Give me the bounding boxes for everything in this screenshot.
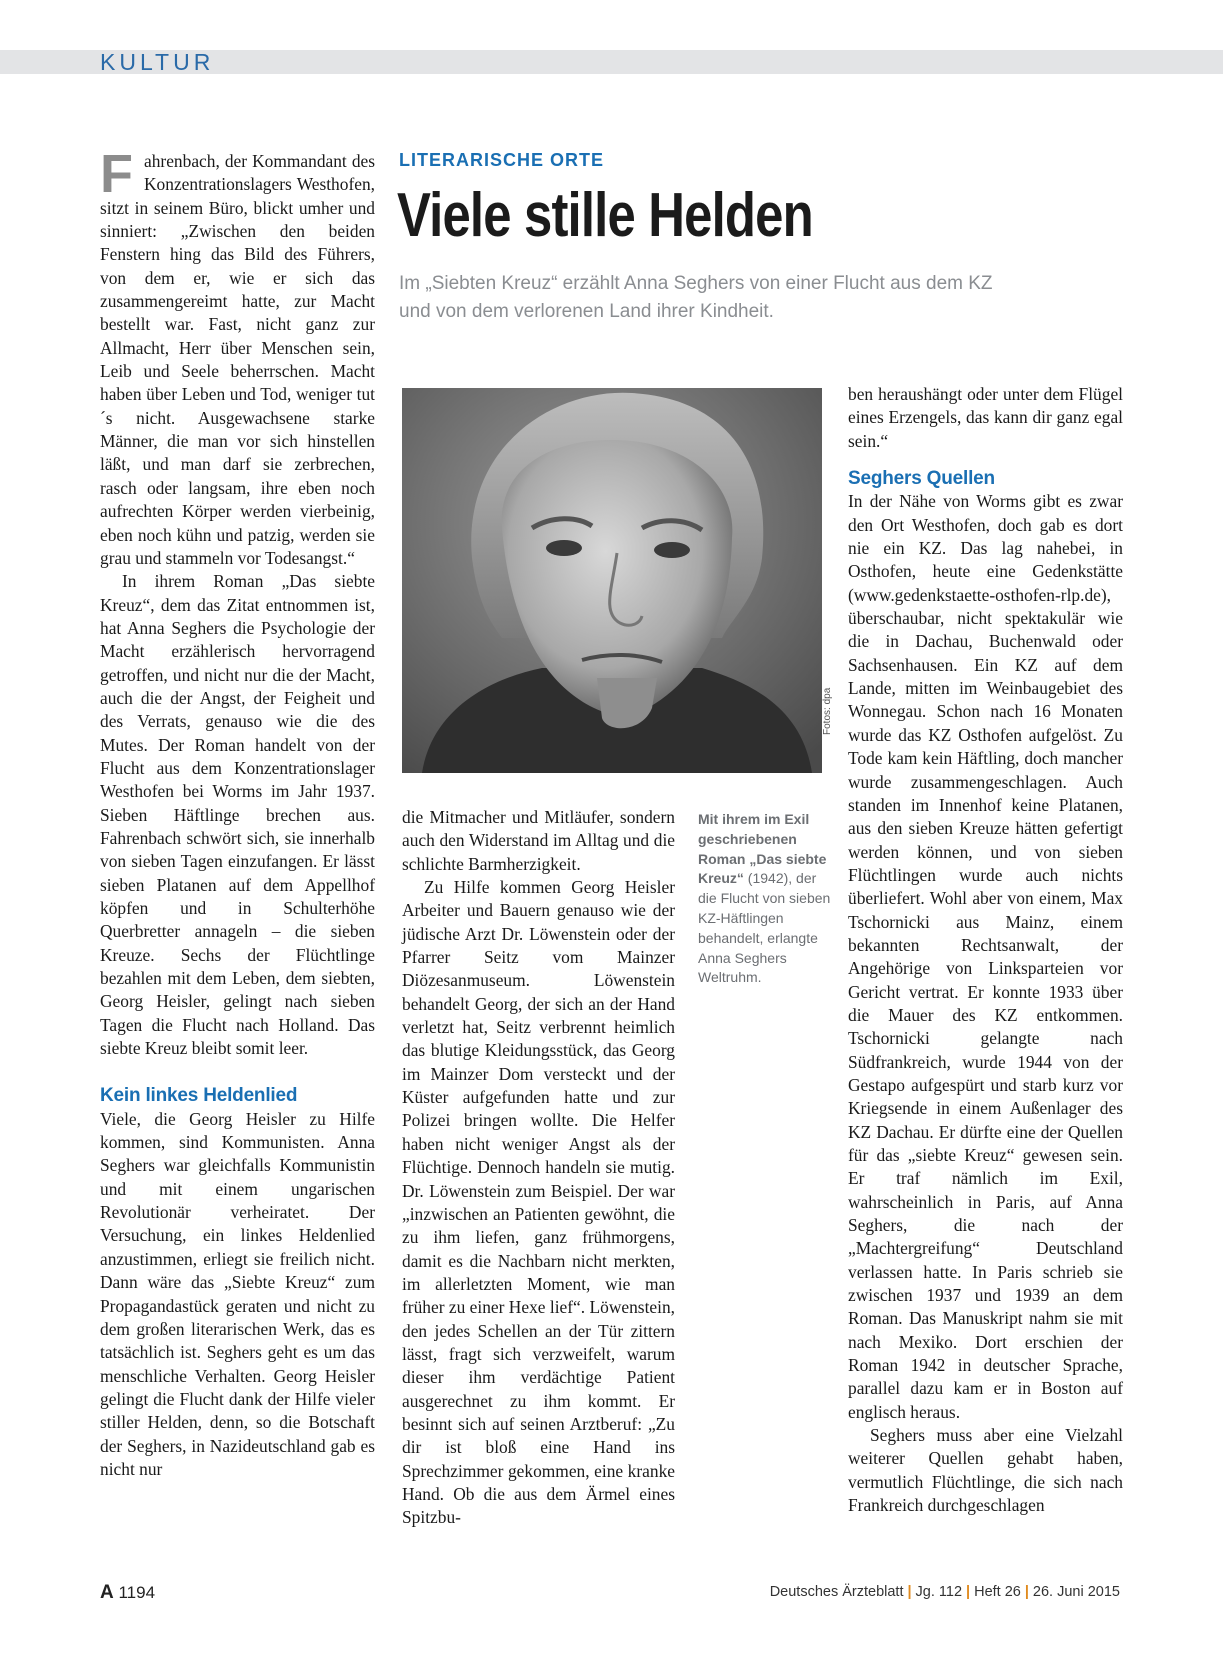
article-kicker: LITERARISCHE ORTE [399,150,605,170]
page-prefix: A [100,1582,114,1603]
separator: | [966,1584,971,1600]
paragraph: Zu Hilfe kommen Georg Heisler Arbeiter und Bauern genauso wie der jüdische Arzt Dr. Löwenstein oder der Pfarrer Seitz vom Mainzer Diözesanmuseum. Löwenstein behandelt Georg, der sich an der Hand verletzt hat, Seitz verbrennt heimlich das blutige Kleidungsstück, das Georg im Mainzer Dom versteckt und der Küster aufgefunden hatte und zur Polizei bringen wollte. Die Helfer haben nicht weniger Angst als der Flüchtige. Dennoch handeln sie mutig. Dr. Löwenstein zum Beispiel. Der war „inzwischen an Patienten gewöhnt, die zu ihm liefen, ganz frühmorgens, damit es die Nachbarn nicht merkten, im allerletzten Moment, wie man früher zu einer Hexe lief“. Löwenstein, den jedes Schellen an der Tür zittern lässt, fragt sich verzweifelt, warum dieser ihm verdächtige Patient ausgerechnet zu ihm kommt. Er besinnt sich auf seinen Arztberuf: „Zu dir ist bloß eine Hand ins Sprechzimmer gekommen, eine kranke Hand. Ob die aus dem Ärmel eines Spitzbu- [402,877,675,1528]
separator: | [1024,1584,1029,1600]
caption-text: (1942), der die Flucht von sieben KZ-Häftlingen behandelt, erlangte Anna Seghers Weltruhm. [698,870,831,986]
portrait-photo [402,388,822,773]
text-column-3 [848,383,1123,1518]
journal-name: Deutsches Ärzteblatt [769,1584,904,1600]
paragraph [100,144,375,570]
paragraph: In ihrem Roman „Das siebte Kreuz“, dem das Zitat entnommen ist, hat Anna Seghers die Psychologie der Macht erzählerisch hervorragend getroffen, und nicht nur die der Macht, auch die der Angst, der Feigheit und des Verrats, genauso wie die des Mutes. Der Roman handelt von der Flucht aus dem Konzentrationslager Westhofen bei Worms im Jahr 1937. Sieben Häftlinge brechen aus. Fahrenbach schwört sich, sie innerhalb von sieben Tagen einzufangen. Er lässt sieben Platanen auf dem Appellhof köpfen und in Schulterhöhe Querbretter annageln – die sieben Kreuze. Sechs der Flüchtlinge bezahlen mit dem Leben, dem siebten, Georg Heisler, gelingt nach sieben Tagen die Flucht nach Holland. Das siebte Kreuz bleibt somit leer. [100,571,375,1059]
article-headline: Viele stille Helden [397,181,813,250]
portrait-image [402,388,822,773]
volume: Jg. 112 [915,1584,963,1600]
section-label: KULTUR [100,49,215,75]
photo-credit: Fotos: dpa [822,687,833,735]
issue-date: 26. Juni 2015 [1032,1584,1120,1600]
subheading: Seghers Quellen [848,468,995,490]
paragraph: die Mitmacher und Mitläufer, sondern auch den Widerstand im Alltag und die schlichte Barmherzigkeit. [402,807,675,874]
paragraph: ben heraushängt oder unter dem Flügel eines Erzengels, das kann dir ganz egal sein.“ [848,384,1123,451]
separator: | [907,1584,912,1600]
subheading: Kein linkes Heldenlied [100,1085,298,1107]
paragraph: Seghers muss aber eine Vielzahl weiterer Quellen gehabt haben, vermutlich Flüchtlinge, die sich nach Frankreich durchgeschlagen [848,1425,1123,1516]
article-standfirst: Im „Siebten Kreuz“ erzählt Anna Seghers von einer Flucht aus dem KZ und von dem verlorenen Land ihrer Kindheit. [399,273,993,322]
drop-cap: F [100,144,133,204]
issue: Heft 26 [974,1584,1021,1600]
caption-bold: Mit ihrem im Exil geschriebenen Roman „Das siebte Kreuz“ [698,811,827,887]
text-column-1 [100,144,375,1481]
text-column-2 [402,806,675,1530]
page-number-value: 1194 [118,1583,156,1602]
paragraph-text: ahrenbach, der Kommandant des Konzentrationslagers Westhofen, sitzt in seinem Büro, blickt umher und sinniert: „Zwischen den beiden Fenstern hing das Bild des Führers, von dem er, wie er sich das zusammengereimt hatte, zur Macht bestellt war. Fast, nicht ganz zur Allmacht, Herr über Menschen sein, Leib und Seele beherrschen. Macht haben über Leben und Tod, weniger tut´s nicht. Ausgewachsene starke Männer, die man vor sich hinstellen läßt, und man darf sie zerbrechen, rasch oder langsam, ihre eben noch aufrechten Körper werden vierbeinig, eben noch kühn und patzig, werden sie grau und stammeln vor Todesangst.“ [100,151,375,568]
photo-caption [698,810,833,988]
paragraph: Viele, die Georg Heisler zu Hilfe kommen, sind Kommunisten. Anna Seghers war gleichfalls Kommunistin und mit einem ungarischen Revolutionär verheiratet. Der Versuchung, ein linkes Heldenlied anzustimmen, erliegt sie freilich nicht. Dann wäre das „Siebte Kreuz“ zum Propagandastück geraten und nicht zu dem großen literarischen Werk, das es tatsächlich ist. Seghers geht es um das menschliche Verhalten. Georg Heisler gelingt die Flucht dank der Hilfe vieler stiller Helden, denn, so die Botschaft der Seghers, in Nazideutschland gab es nicht nur [100,1108,375,1479]
paragraph: In der Nähe von Worms gibt es zwar den Ort Westhofen, doch gab es dort nie ein KZ. Das lag nahebei, in Osthofen, heute eine Gedenkstätte (www.gedenkstaette-osthofen-rlp.de), überschaubar, nicht spektakulär wie die in Dachau, Buchenwald oder Sachsenhausen. Ein KZ auf dem Lande, mitten im Weinbaugebiet des Wonnegau. Schon nach 16 Monaten wurde das KZ Osthofen aufgelöst. Zu Tode kam kein Häftling, doch mancher wurde zusammengeschlagen. Auch standen im Innenhof keine Platanen, aus den sieben Kreuze hätten gefertigt werden können, und von sieben Flüchtlingen wurde auch nichts überliefert. Wohl aber von einem, Max Tschornicki aus Mainz, einem bekannten Rechtsanwalt, der Angehörige von Linksparteien vor Gericht vertrat. Er konnte 1933 über die Mauer des KZ entkommen. Tschornicki gelangte nach Südfrankreich, wurde 1944 von der Gestapo aufgespürt und starb kurz vor Kriegsende in einem Außenlager des KZ Dachau. Er dürfte eine der Quellen für das „siebte Kreuz“ gewesen sein. Er traf nämlich im Exil, wahrscheinlich in Paris, auf Anna Seghers, die nach der „Machtergreifung“ Deutschland verlassen hatte. In Paris schrieb sie zwischen 1937 und 1939 an dem Roman. Das Manuskript nahm sie mit nach Mexiko. Dort erschien der Roman 1942 in deutscher Sprache, parallel dazu kam er in Boston auf englisch heraus. [848,491,1123,1422]
footer-publication-info [770,1584,1120,1600]
page-number [100,1582,155,1604]
